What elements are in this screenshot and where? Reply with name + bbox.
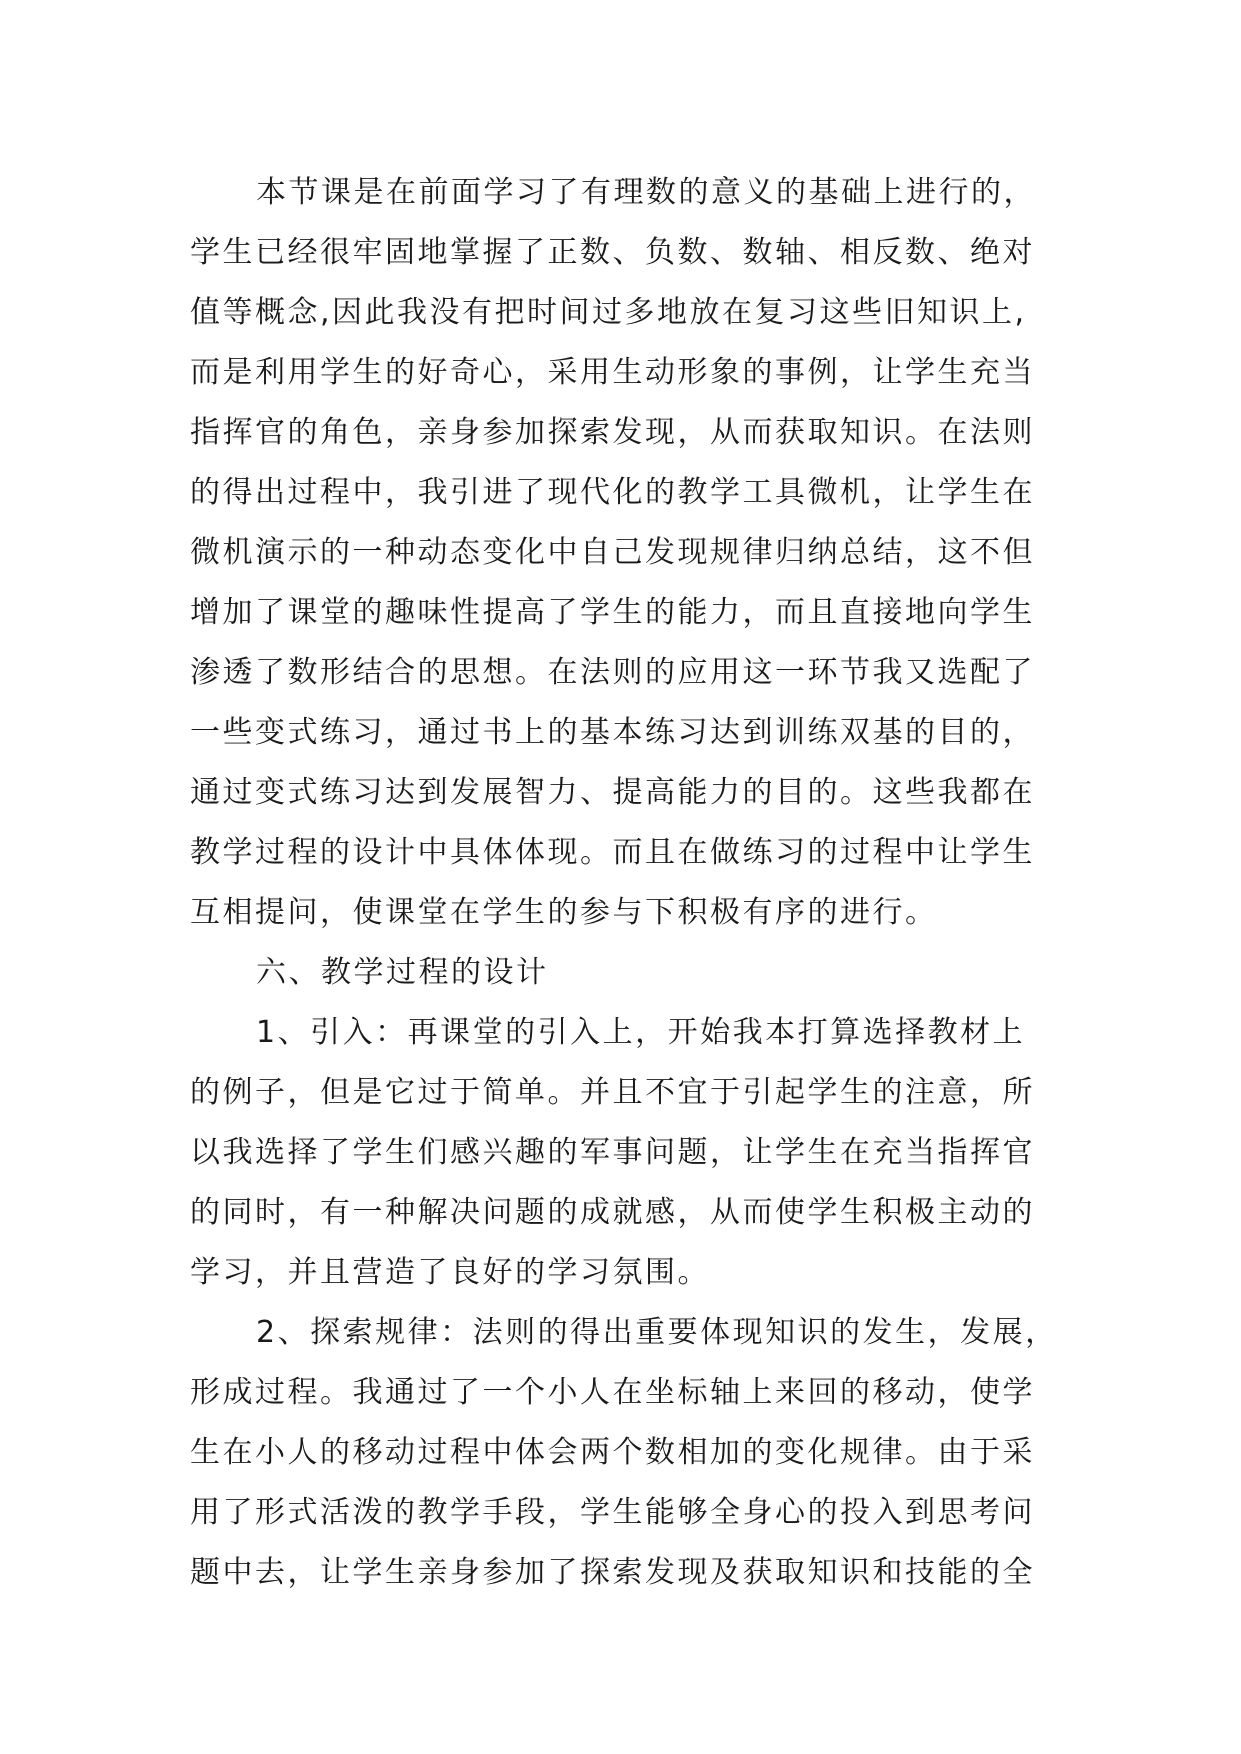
text-line: 用了形式活泼的教学手段，学生能够全身心的投入到思考问	[190, 1495, 1035, 1530]
body-text	[190, 163, 1090, 1603]
text-line: 生在小人的移动过程中体会两个数相加的变化规律。由于采	[190, 1435, 1035, 1470]
text-line: 教学过程的设计中具体体现。而且在做练习的过程中让学生	[190, 835, 1035, 870]
text-line: 通过变式练习达到发展智力、提高能力的目的。这些我都在	[190, 775, 1035, 810]
text-line: 渗透了数形结合的思想。在法则的应用这一环节我又选配了	[190, 655, 1035, 690]
text-line: 一些变式练习，通过书上的基本练习达到训练双基的目的，	[190, 715, 1035, 750]
text-line: 微机演示的一种动态变化中自己发现规律归纳总结，这不但	[190, 535, 1035, 570]
paragraph-first-line: 1、引入：再课堂的引入上，开始我本打算选择教材上	[256, 1015, 1026, 1050]
text-line: 形成过程。我通过了一个小人在坐标轴上来回的移动，使学	[190, 1375, 1035, 1410]
paragraph-first-line: 2、探索规律：法则的得出重要体现知识的发生，发展，	[256, 1315, 1058, 1350]
text-line: 而是利用学生的好奇心，采用生动形象的事例，让学生充当	[190, 355, 1035, 390]
text-line: 题中去，让学生亲身参加了探索发现及获取知识和技能的全	[190, 1555, 1035, 1590]
text-line: 增加了课堂的趣味性提高了学生的能力，而且直接地向学生	[190, 595, 1035, 630]
text-line: 的例子，但是它过于简单。并且不宜于引起学生的注意，所	[190, 1075, 1035, 1110]
text-line: 学习，并且营造了良好的学习氛围。	[190, 1255, 710, 1290]
text-line: 指挥官的角色，亲身参加探索发现，从而获取知识。在法则	[190, 415, 1035, 450]
text-line: 以我选择了学生们感兴趣的军事问题，让学生在充当指挥官	[190, 1135, 1035, 1170]
text-line: 互相提问，使课堂在学生的参与下积极有序的进行。	[190, 895, 938, 930]
text-line: 学生已经很牢固地掌握了正数、负数、数轴、相反数、绝对	[190, 235, 1035, 270]
paragraph-first-line: 本节课是在前面学习了有理数的意义的基础上进行的，	[256, 175, 1036, 210]
text-line: 的同时，有一种解决问题的成就感，从而使学生积极主动的	[190, 1195, 1035, 1230]
text-line: 值等概念,因此我没有把时间过多地放在复习这些旧知识上,	[190, 295, 1027, 330]
text-line: 的得出过程中，我引进了现代化的教学工具微机，让学生在	[190, 475, 1035, 510]
paragraph-first-line: 六、教学过程的设计	[256, 955, 549, 990]
